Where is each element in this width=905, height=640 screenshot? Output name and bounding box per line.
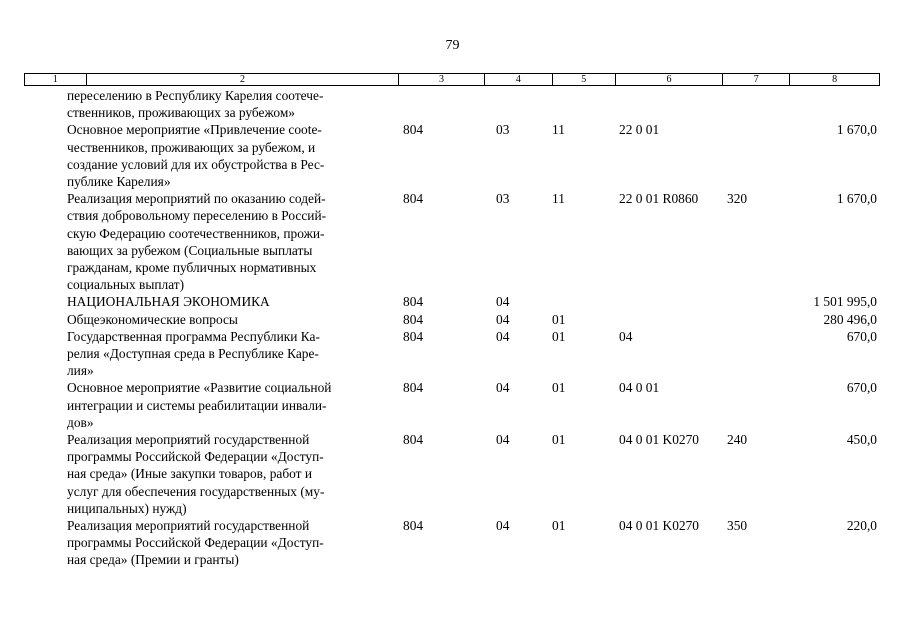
row-spacer: [0, 121, 62, 190]
expense-type-cell: [727, 87, 753, 121]
subsection-code-cell: [552, 87, 619, 121]
item-name-line: ственников, проживающих за рубежом»: [67, 105, 295, 121]
item-name-line: вающих за рубежом (Социальные выплаты: [67, 242, 313, 258]
section-code-cell: [496, 87, 552, 121]
target-article-cell: [619, 87, 727, 121]
row-spacer: [0, 431, 62, 517]
expense-type-cell: [727, 293, 753, 310]
subsection-code-cell: 01: [552, 518, 566, 534]
amount-cell: 1 670,0: [836, 122, 877, 138]
amount-cell: 670,0: [846, 328, 877, 344]
budget-code-cell: 804: [403, 122, 424, 138]
section-code-cell: 04: [496, 380, 510, 396]
row-gap: [373, 517, 403, 569]
table-row: [0, 190, 905, 293]
target-article-cell: 22 0 01: [619, 122, 660, 138]
item-name-line: создание условий для их обустройства в Рес-: [67, 156, 325, 172]
target-article-cell: 04: [619, 328, 633, 344]
item-name-line: Основное мероприятие «Привлечение соote-: [67, 122, 322, 138]
column-header-2: 2: [86, 74, 398, 85]
item-name-cell: [62, 328, 373, 380]
subsection-code-cell: 11: [552, 122, 565, 138]
section-code-cell: 04: [496, 311, 510, 327]
budget-code-cell: 804: [403, 311, 424, 327]
item-name-line: Основное мероприятие «Развитие социальной: [67, 380, 332, 396]
item-name-line: переселению в Республику Карелия соотече-: [67, 88, 324, 103]
item-name-line: Реализация мероприятий государственной: [67, 432, 310, 448]
subsection-code-cell: 01: [552, 311, 566, 327]
item-name-line: ная среда» (Премии и гранты): [67, 552, 239, 568]
row-gap: [373, 431, 403, 517]
subsection-code-cell: 01: [552, 328, 566, 344]
column-header-6: 6: [615, 74, 723, 85]
subsection-code-cell: 01: [552, 432, 566, 448]
item-name-line: Реализация мероприятий по оказанию содей-: [67, 191, 326, 207]
row-spacer: [0, 517, 62, 569]
expense-type-cell: [727, 121, 753, 190]
item-name-line: публике Карелия»: [67, 174, 171, 190]
section-code-cell: 03: [496, 191, 510, 207]
row-spacer: [0, 87, 62, 121]
row-spacer: [0, 190, 62, 293]
row-gap: [373, 87, 403, 121]
row-gap: [373, 311, 403, 328]
item-name-line: ниципальных) нужд): [67, 500, 187, 516]
column-header-8: 8: [789, 74, 879, 85]
item-name-line: услуг для обеспечения государственных (му-: [67, 483, 325, 499]
table-row: [0, 517, 905, 569]
table-row: [0, 311, 905, 328]
item-name-line: Реализация мероприятий государственной: [67, 518, 310, 534]
table-row: [0, 431, 905, 517]
expense-type-cell: 240: [727, 432, 748, 448]
section-code-cell: 04: [496, 432, 510, 448]
budget-code-cell: 804: [403, 294, 424, 310]
item-name-line: дов»: [67, 414, 94, 430]
target-article-cell: 04 0 01 K0270: [619, 518, 699, 534]
column-header-1: 1: [52, 74, 58, 85]
amount-cell: 1 670,0: [836, 191, 877, 207]
row-spacer: [0, 328, 62, 380]
item-name-line: Государственная программа Республики Ка-: [67, 328, 320, 344]
expense-type-cell: [727, 379, 753, 431]
item-name-cell: [62, 293, 373, 310]
expense-type-cell: 320: [727, 191, 748, 207]
budget-code-cell: 804: [403, 191, 424, 207]
table-row: [0, 328, 905, 380]
section-code-cell: 04: [496, 328, 510, 344]
target-article-cell: 04 0 01: [619, 380, 660, 396]
item-name-line: лия»: [67, 363, 94, 379]
expense-type-cell: [727, 311, 753, 328]
item-name-cell: [62, 517, 373, 569]
subsection-code-cell: [552, 293, 619, 310]
budget-code-cell: 804: [403, 328, 424, 344]
item-name-line: чественников, проживающих за рубежом, и: [67, 139, 316, 155]
budget-code-cell: 804: [403, 432, 424, 448]
row-gap: [373, 328, 403, 380]
subsection-code-cell: 11: [552, 191, 565, 207]
expense-type-cell: [727, 328, 753, 380]
section-code-cell: 03: [496, 122, 510, 138]
item-name-cell: [62, 311, 373, 328]
table-row: [0, 293, 905, 310]
item-name-line: программы Российской Федерации «Доступ-: [67, 449, 324, 465]
row-spacer: [0, 379, 62, 431]
amount-cell: [753, 87, 877, 121]
amount-cell: 220,0: [846, 518, 877, 534]
item-name-cell: [62, 87, 373, 121]
table-header-row: [24, 73, 880, 86]
row-gap: [373, 379, 403, 431]
item-name-line: Общеэкономические вопросы: [67, 311, 238, 327]
item-name-line: НАЦИОНАЛЬНАЯ ЭКОНОМИКА: [67, 294, 270, 310]
table-row: [0, 87, 905, 121]
budget-code-cell: 804: [403, 518, 424, 534]
page-number: 79: [445, 38, 460, 53]
item-name-line: скую Федерацию соотечественников, прожи-: [67, 225, 325, 241]
column-header-4: 4: [484, 74, 552, 85]
row-spacer: [0, 311, 62, 328]
target-article-cell: 22 0 01 R0860: [619, 191, 699, 207]
item-name-line: ная среда» (Иные закупки товаров, работ и: [67, 466, 313, 482]
expense-type-cell: 350: [727, 518, 748, 534]
section-code-cell: 04: [496, 518, 510, 534]
item-name-cell: [62, 121, 373, 190]
item-name-line: программы Российской Федерации «Доступ-: [67, 535, 324, 551]
row-gap: [373, 190, 403, 293]
item-name-line: гражданам, кроме публичных нормативных: [67, 260, 317, 276]
column-header-7: 7: [722, 74, 789, 85]
row-gap: [373, 293, 403, 310]
section-code-cell: 04: [496, 294, 510, 310]
amount-cell: 1 501 995,0: [813, 294, 877, 310]
item-name-cell: [62, 379, 373, 431]
row-spacer: [0, 293, 62, 310]
item-name-line: интеграции и системы реабилитации инвали-: [67, 397, 327, 413]
column-header-3: 3: [398, 74, 484, 85]
item-name-line: ствия добровольному переселению в Россий-: [67, 208, 327, 224]
table-row: [0, 121, 905, 190]
subsection-code-cell: 01: [552, 380, 566, 396]
amount-cell: 280 496,0: [823, 311, 877, 327]
budget-code-cell: 804: [403, 380, 424, 396]
table-row: [0, 379, 905, 431]
target-article-cell: [619, 311, 727, 328]
item-name-line: релия «Доступная среда в Республике Каре-: [67, 346, 319, 362]
amount-cell: 670,0: [846, 380, 877, 396]
row-gap: [373, 121, 403, 190]
table-body: [0, 87, 905, 569]
column-header-5: 5: [552, 74, 615, 85]
target-article-cell: 04 0 01 K0270: [619, 432, 699, 448]
item-name-line: социальных выплат): [67, 277, 185, 293]
target-article-cell: [619, 293, 727, 310]
item-name-cell: [62, 431, 373, 517]
item-name-cell: [62, 190, 373, 293]
budget-code-cell: [403, 87, 496, 121]
amount-cell: 450,0: [846, 432, 877, 448]
